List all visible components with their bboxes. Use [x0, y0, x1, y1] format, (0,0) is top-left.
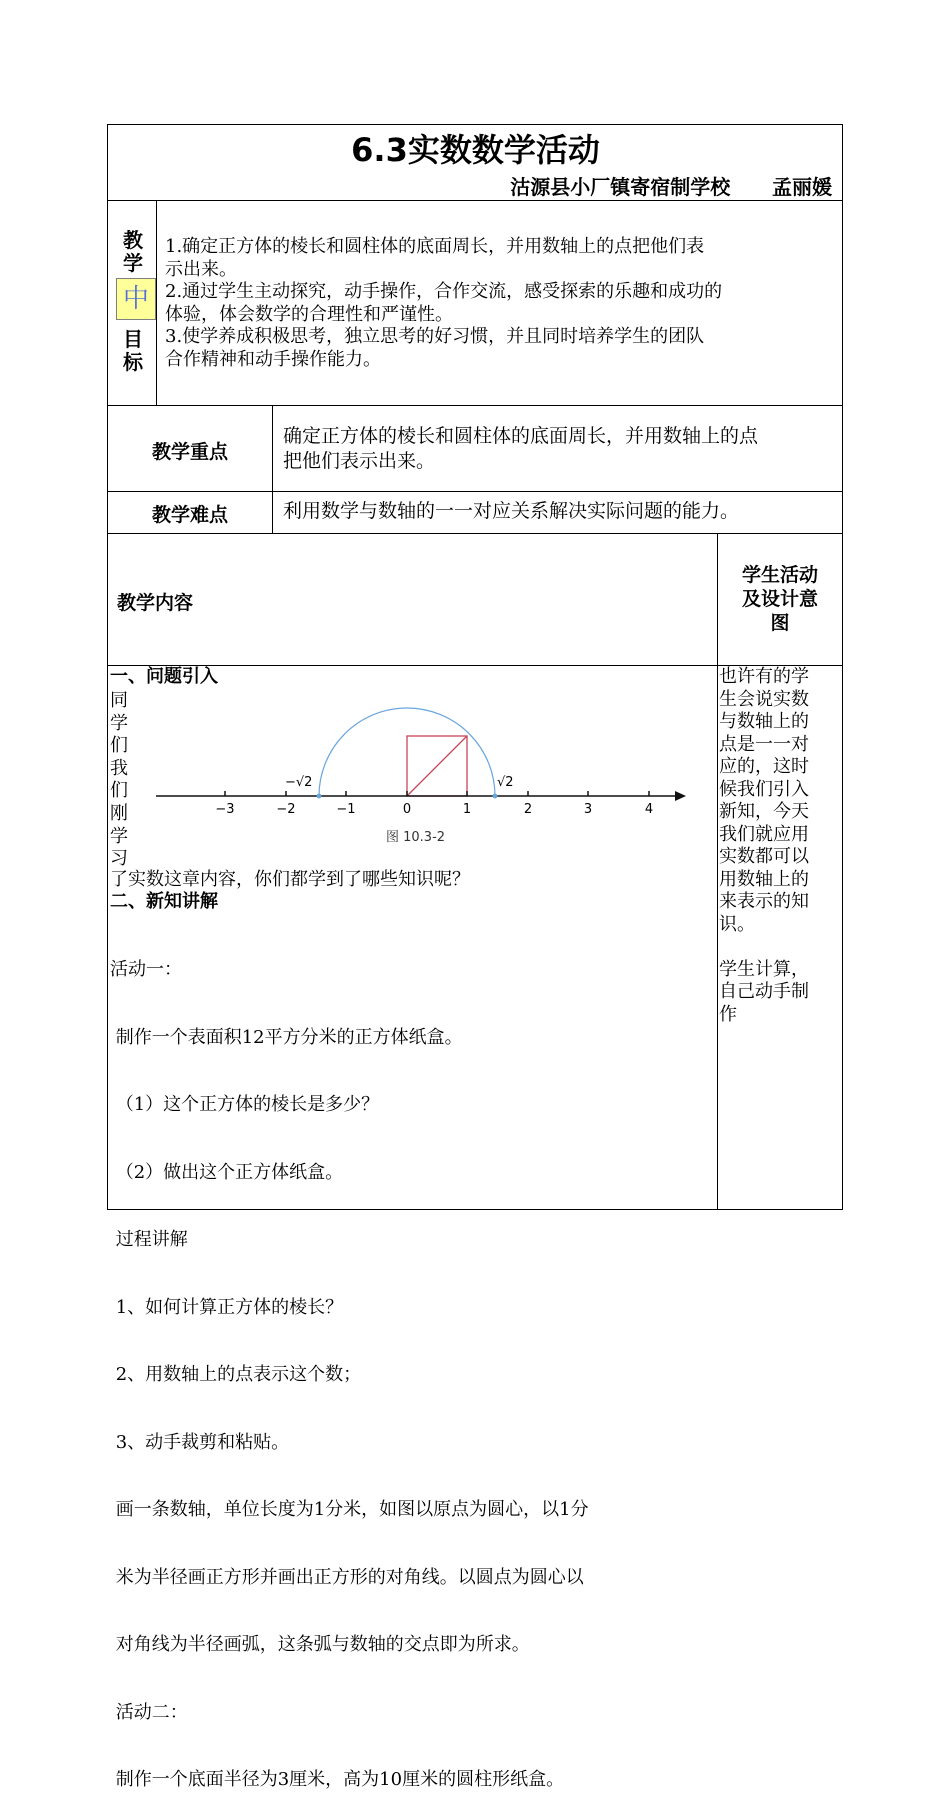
tick-label: −3: [215, 802, 235, 817]
side-note-line: 用数轴上的: [719, 868, 809, 890]
side-note-line: 应的，这时: [719, 756, 809, 777]
vertical-char: 们: [110, 780, 128, 802]
content-line: 活动一：: [110, 959, 182, 980]
content-line: 画一条数轴，单位长度为1分米，如图以原点为圆心，以1分: [110, 1499, 589, 1520]
row-divider-objectives: [107, 405, 843, 406]
side-note-line: 来表示的知: [719, 891, 809, 912]
key-point-line: 确定正方体的棱长和圆柱体的底面周长，并用数轴上的点: [283, 425, 759, 447]
highlighted-char-box: 中: [116, 278, 156, 320]
tick-label: −2: [276, 802, 296, 817]
vertical-char: 们: [110, 735, 128, 757]
square-diagonal: [407, 736, 467, 796]
axis-arrow: [675, 791, 686, 801]
tick-label: 2: [523, 802, 533, 817]
number-line-figure: [140, 700, 700, 850]
table-border-right: [842, 124, 843, 1210]
vertical-char: 同: [110, 690, 128, 711]
objective-line: 3.使学养成积极思考，独立思考的好习惯，并且同时培养学生的团队: [165, 326, 705, 347]
pos-sqrt2-point: [493, 794, 498, 799]
vertical-text-column: [110, 690, 132, 871]
content-line: 米为半径画正方形并画出正方形的对角线。以圆点为圆心以: [110, 1566, 584, 1588]
section-title-intro: 一、问题引入: [110, 666, 218, 687]
label-char: 教: [123, 228, 143, 252]
content-line: （1）这个正方体的棱长是多少？: [110, 1094, 380, 1115]
side-header-line: 及设计意: [741, 588, 818, 610]
objective-line: 1.确定正方体的棱长和圆柱体的底面周长，并用数轴上的点把他们表: [165, 236, 705, 257]
vertical-char: 学: [110, 712, 128, 734]
side-notes: [719, 666, 837, 1026]
objectives-text: [165, 236, 837, 371]
content-line: 3、动手裁剪和粘贴。: [110, 1431, 290, 1453]
difficult-point-label: 教学难点: [151, 504, 228, 526]
vertical-char: 刚: [110, 802, 128, 824]
col-divider-objectives: [156, 200, 157, 406]
objectives-label-bottom: [119, 328, 147, 374]
content-line: 制作一个底面半径为3厘米，高为10厘米的圆柱形纸盒。: [110, 1769, 565, 1790]
neg-sqrt2-point: [317, 794, 322, 799]
vertical-char: 习: [110, 848, 128, 870]
label-char: 标: [123, 350, 143, 374]
table-border-left: [107, 124, 108, 1210]
row-divider-keypoint: [107, 491, 843, 492]
side-note-line: 我们就应用: [719, 823, 809, 845]
key-point-text: [283, 424, 839, 474]
objective-line: 示出来。: [165, 258, 237, 280]
objective-line: 体验，体会数学的合理性和严谨性。: [165, 303, 453, 325]
label-char: 学: [123, 251, 143, 275]
side-note-line: 也许有的学: [719, 666, 809, 687]
col-divider-points: [272, 405, 273, 534]
side-note-line: 新知，今天: [719, 801, 809, 822]
side-note-line: [719, 936, 837, 959]
tick-label: 0: [402, 802, 412, 817]
side-note-line: 自己动手制: [719, 981, 809, 1002]
objective-line: 合作精神和动手操作能力。: [165, 348, 381, 370]
table-border-top: [107, 124, 843, 125]
side-note-line: 识。: [719, 913, 755, 935]
figure-caption: 图 10.3-2: [386, 830, 446, 845]
side-note-line: 生会说实数: [719, 688, 809, 710]
intro-question: 了实数这章内容，你们都学到了哪些知识呢？: [110, 869, 470, 890]
content-line: 对角线为半径画弧，这条弧与数轴的交点即为所求。: [110, 1634, 530, 1655]
side-note-line: 作: [719, 1003, 737, 1025]
content-header-label: 教学内容: [117, 592, 194, 614]
side-note-line: 学生计算，: [719, 958, 809, 980]
objective-line: 2.通过学生主动探究，动手操作，合作交流，感受探索的乐趣和成功的: [165, 281, 723, 302]
content-line: 活动二：: [110, 1701, 188, 1723]
side-header-line: 学生活动: [741, 564, 818, 586]
page-title: 6.3实数数学活动: [351, 131, 600, 169]
tick-label: 1: [462, 802, 472, 817]
tick-label: 3: [583, 802, 593, 817]
content-line: 2、用数轴上的点表示这个数；: [110, 1364, 362, 1385]
pos-sqrt2-label: √2: [497, 775, 514, 790]
difficult-point-text: 利用数学与数轴的一一对应关系解决实际问题的能力。: [283, 500, 740, 522]
section-title-new-knowledge: 二、新知讲解: [110, 891, 218, 912]
content-lines: [110, 914, 715, 1814]
row-divider-header: [107, 200, 843, 201]
tick-label: 4: [644, 802, 654, 817]
content-line: 过程讲解: [110, 1229, 188, 1250]
tick-label: −1: [336, 802, 356, 817]
side-header: [718, 563, 842, 635]
content-line: 制作一个表面积12平方分米的正方体纸盒。: [110, 1026, 463, 1048]
side-header-line: 图: [770, 612, 790, 634]
content-line: 1、如何计算正方体的棱长？: [110, 1296, 344, 1318]
side-note-line: 与数轴上的: [719, 711, 809, 732]
vertical-char: 我: [110, 757, 128, 779]
row-divider-difficult: [107, 533, 843, 534]
side-note-line: 实数都可以: [719, 846, 809, 867]
key-point-line: 把他们表示出来。: [283, 450, 436, 472]
label-char: 目: [123, 327, 143, 351]
content-line: （2）做出这个正方体纸盒。: [110, 1161, 344, 1183]
objectives-label-top: [119, 229, 147, 275]
vertical-char: 学: [110, 825, 128, 847]
key-point-label: 教学重点: [151, 441, 228, 463]
side-note-line: 候我们引入: [719, 778, 809, 800]
neg-sqrt2-label: −√2: [285, 775, 313, 790]
school-author-line: 沽源县小厂镇寄宿制学校 孟丽媛: [510, 175, 832, 199]
side-note-line: 点是一一对: [719, 733, 809, 755]
